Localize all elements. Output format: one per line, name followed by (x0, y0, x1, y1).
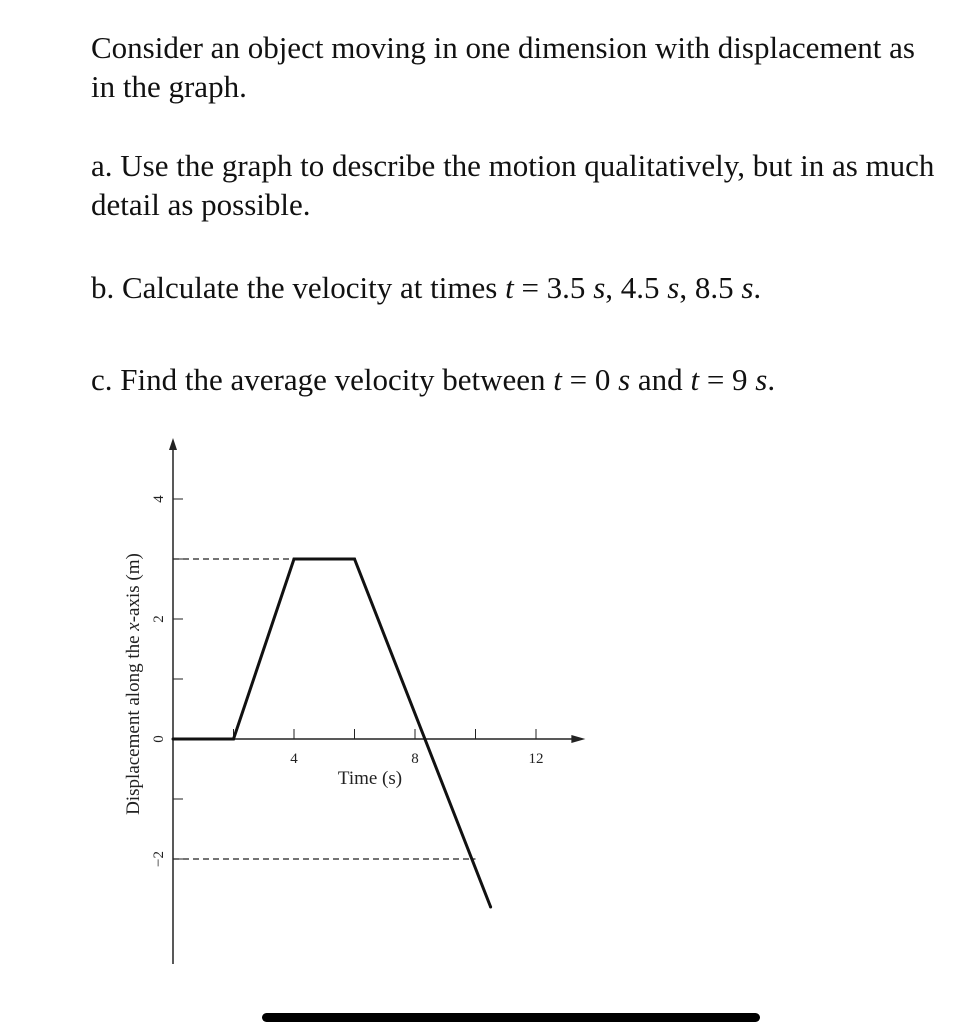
part-b-end: . (753, 270, 762, 305)
part-c-value-2: = 9 (699, 362, 756, 397)
part-b-unit-1: s (593, 270, 606, 305)
part-c-lead: c. Find the average velocity between (91, 362, 554, 397)
x-axis-label: Time (s) (337, 768, 403, 789)
x-tick-label-8: 8 (411, 751, 419, 767)
part-c-unit-1: s (618, 362, 631, 397)
y-tick-label-4: 4 (151, 495, 167, 503)
part-b-unit-3: s (741, 270, 754, 305)
part-c-end: . (767, 362, 776, 397)
part-b-value-1: = 3.5 (513, 270, 594, 305)
data-point-2 (293, 558, 296, 561)
part-b-lead: b. Calculate the velocity at times (91, 270, 506, 305)
y-axis-arrow (169, 438, 177, 450)
problem-intro: Consider an object moving in one dimension with displacement as in the graph. (91, 30, 915, 104)
series-line-displacement (173, 559, 491, 907)
part-c-time-variable-1: t (553, 362, 562, 397)
part-c-time-variable-2: t (690, 362, 700, 397)
data-point-0 (172, 738, 175, 741)
x-tick-label-4: 4 (290, 751, 298, 767)
y-tick-label-2: 2 (151, 615, 167, 623)
part-b-value-3: , 8.5 (679, 270, 742, 305)
part-b-value-2: , 4.5 (605, 270, 668, 305)
part-c-and: and (630, 362, 691, 397)
x-tick-label-12: 12 (528, 751, 544, 767)
part-b-unit-2: s (667, 270, 680, 305)
part-c-unit-2: s (755, 362, 768, 397)
question-part-a: a. Use the graph to describe the motion qualitatively, but in as much detail as possible. (91, 148, 935, 222)
x-axis-arrow (571, 735, 585, 743)
data-point-1 (232, 738, 235, 741)
data-point-4 (489, 906, 492, 909)
part-c-value-1: = 0 (561, 362, 619, 397)
part-b-time-variable: t (505, 270, 514, 305)
y-tick-label-0: 0 (151, 735, 167, 743)
y-axis-label: Displacement along the x-axis (m) (122, 553, 144, 815)
data-point-3 (353, 558, 356, 561)
y-tick-label-neg2: −2 (151, 851, 167, 867)
home-indicator[interactable] (262, 1013, 760, 1022)
